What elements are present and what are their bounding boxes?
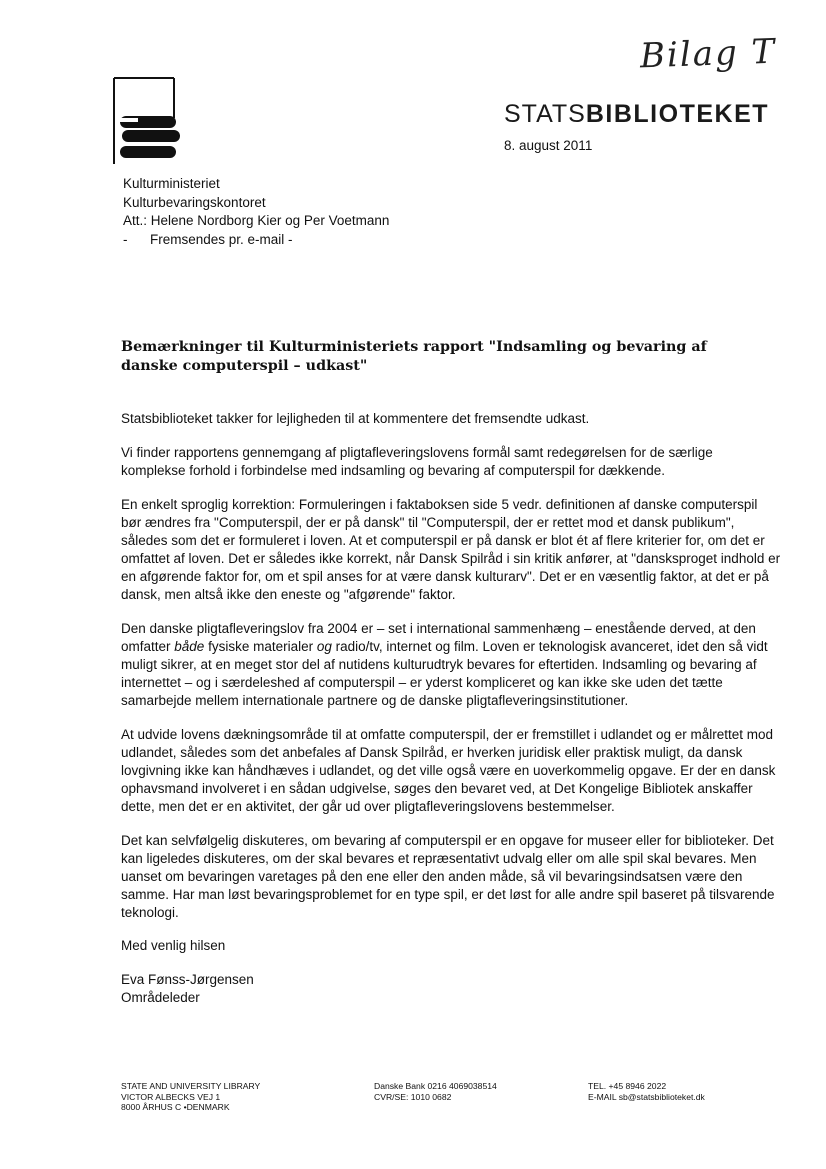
delivery-note: - Fremsendes pr. e-mail - <box>123 231 293 247</box>
paragraph: En enkelt sproglig korrektion: Formuleringen i faktaboksen side 5 vedr. definitionen af danske computerspil bør ændres fra "Computerspil, der er på dansk" til "Computerspil, der er rettet mod et dansk publikum", således som det er formuleret i loven. At et computerspil er på dansk er blot ét af flere kriterier for, om det er omfattet af loven. Det er således ikke korrekt, når Dansk Spilråd i sin kritik anfører, at "dansksproget indhold er en afgørende faktor for, om et spil anses for at være dansk kulturarv". Det er en væsentlig faktor, at det er på dansk, men altså ikke den eneste og "afgørende" faktor. <box>121 497 781 602</box>
letter-body <box>121 410 781 938</box>
signer-title: Områdeleder <box>121 990 200 1005</box>
recipient-line: Att.: Helene Nordborg Kier og Per Voetmann <box>123 213 390 228</box>
recipient-block <box>123 175 389 249</box>
paragraph: Vi finder rapportens gennemgang af pligtafleveringslovens formål samt redegørelsen for de særlige komplekse forhold i forbindelse med indsamling og bevaring af computerspil for dækkende. <box>121 445 713 478</box>
closing: Med venlig hilsen <box>121 938 226 953</box>
letter-date: 8. august 2011 <box>504 138 593 153</box>
paragraph: Det kan selvfølgelig diskuteres, om bevaring af computerspil er en opgave for museer eller for biblioteker. Det kan ligeledes diskuteres, om der skal bevares et repræsentativt udvalg eller om alle spil skal bevares. Men uanset om bevaringen varetages på den ene eller den anden måde, så vil bevaringsindsatsen være den samme. Har man løst bevaringsproblemet for en type spil, er det løst for alle andre spil baseret på tilsvarende teknologi. <box>121 833 775 920</box>
recipient-line: Kulturministeriet <box>123 176 220 191</box>
signature-block <box>121 971 254 1007</box>
footer-bank: Danske Bank 0216 4069038514 CVR/SE: 1010 0682 <box>374 1081 497 1102</box>
footer-address: STATE AND UNIVERSITY LIBRARY VICTOR ALBECKS VEJ 1 8000 ÅRHUS C •DENMARK <box>121 1081 261 1112</box>
letter-subject: Bemærkninger til Kulturministeriets rapport "Indsamling og bevaring af danske computerspil – udkast" <box>121 339 707 374</box>
recipient-line: Kulturbevaringskontoret <box>123 194 266 210</box>
paragraph: At udvide lovens dækningsområde til at omfatte computerspil, der er fremstillet i udlandet og er målrettet mod udlandet, således som det anbefales af Dansk Spilråd, er hverken juridisk eller praktisk muligt, da dansk lovgivning ikke kan håndhæves i udlandet, og det ville også være en uoverkommelig opgave. Er der en dansk ophavsmand involveret i en sådan udgivelse, søges den bevaret ved, at Det Kongelige Bibliotek anskaffer dette, men det er en aktivitet, der går ud over pligtafleveringslovens bestemmelser. <box>121 727 776 814</box>
paragraph: Statsbiblioteket takker for lejligheden til at kommentere det fremsendte udkast. <box>121 411 590 426</box>
signer-name: Eva Fønss-Jørgensen <box>121 972 254 987</box>
brand-wordmark <box>504 100 769 129</box>
handwritten-annotation: Bilag T <box>639 31 777 77</box>
footer-contact: TEL. +45 8946 2022 E-MAIL sb@statsbiblioteket.dk <box>588 1081 705 1102</box>
brand-light: STATS <box>504 100 586 128</box>
paragraph: Den danske pligtafleveringslov fra 2004 er – set i international sammenhæng – enestående derved, at den omfatter både fysiske materialer og radio/tv, internet og film. Loven er teknologisk avanceret, idet den så vidt muligt sikrer, at en meget stor del af nutidens kulturudtryk bevares for eftertiden. Indsamling og bevaring af internettet – og i særdeleshed af computerspil – er yderst kompliceret og kan ikke ske uden det tætte samarbejde mellem internationale partnere og de danske pligtafleveringsinstitutioner. <box>121 621 768 708</box>
brand-bold: BIBLIOTEKET <box>585 100 770 128</box>
statsbiblioteket-book-icon <box>112 76 184 166</box>
